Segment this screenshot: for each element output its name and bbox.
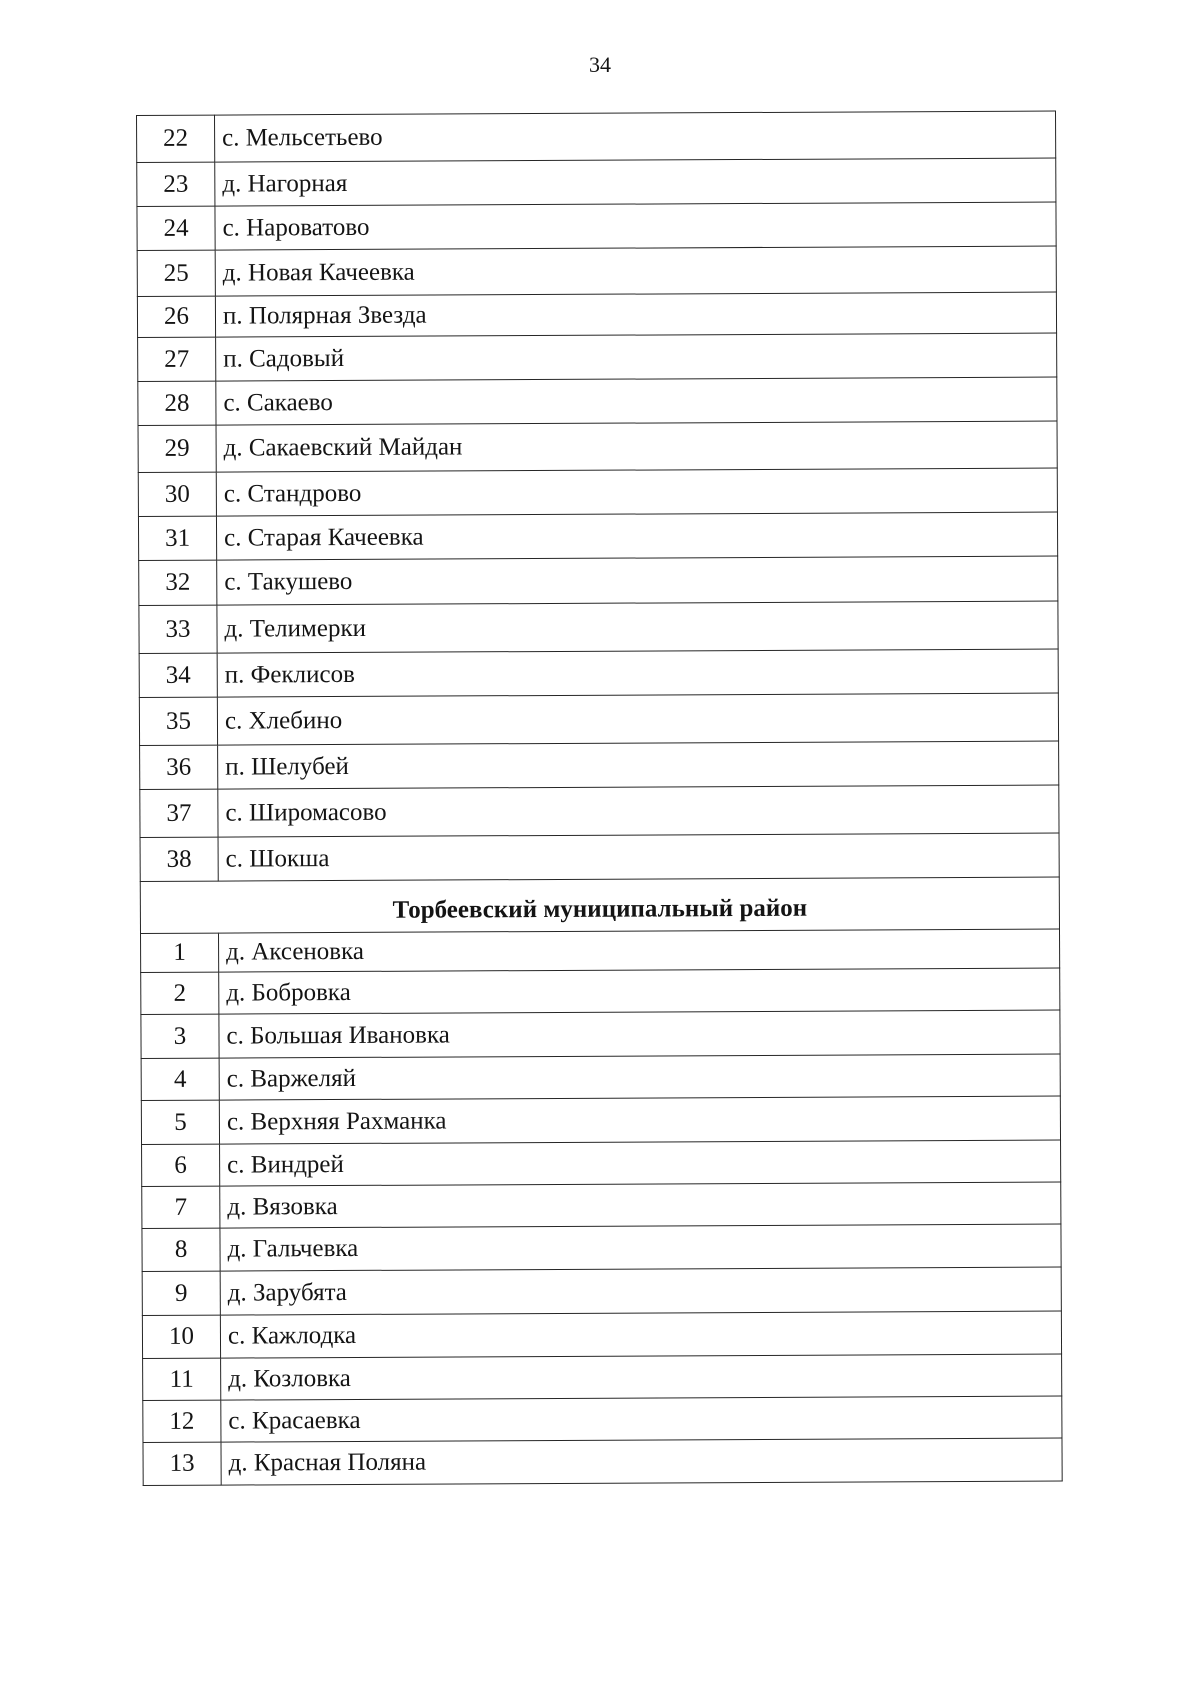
settlement-name: с. Большая Ивановка — [219, 1010, 1060, 1058]
row-number: 7 — [142, 1186, 220, 1228]
settlement-name: д. Сакаевский Майдан — [216, 421, 1057, 472]
table-row — [140, 833, 1059, 881]
table-row — [140, 741, 1059, 789]
settlements-table — [136, 111, 1063, 1486]
table-row — [142, 1311, 1061, 1358]
row-number: 3 — [141, 1014, 219, 1058]
settlement-name: п. Феклисов — [217, 649, 1058, 697]
table-row — [142, 1182, 1061, 1228]
row-number: 4 — [141, 1058, 219, 1100]
row-number: 10 — [142, 1315, 220, 1358]
table-row — [143, 1396, 1062, 1442]
settlement-name: с. Варжеляй — [219, 1054, 1060, 1100]
table-row — [137, 111, 1056, 162]
row-number: 6 — [142, 1144, 220, 1186]
row-number: 38 — [140, 837, 218, 881]
table-row — [138, 468, 1057, 516]
settlement-name: с. Широмасово — [218, 785, 1059, 837]
row-number: 13 — [143, 1442, 221, 1485]
settlement-name: д. Вязовка — [220, 1182, 1061, 1228]
settlement-name: с. Шокша — [218, 833, 1059, 881]
table-row — [137, 246, 1056, 296]
row-number: 9 — [142, 1271, 220, 1315]
row-number: 12 — [143, 1400, 221, 1442]
row-number: 11 — [143, 1358, 221, 1400]
row-number: 2 — [141, 972, 219, 1014]
table-row — [138, 333, 1057, 381]
row-number: 29 — [138, 425, 216, 472]
row-number: 26 — [137, 296, 215, 337]
settlement-name: п. Полярная Звезда — [215, 292, 1056, 337]
settlement-name: д. Аксеновка — [218, 929, 1059, 972]
table-row — [141, 1054, 1060, 1100]
row-number: 28 — [138, 381, 216, 425]
row-number: 22 — [137, 115, 215, 162]
row-number: 27 — [138, 337, 216, 381]
table-row — [140, 929, 1059, 972]
settlement-name: п. Садовый — [216, 333, 1057, 381]
row-number: 1 — [140, 933, 218, 972]
table-row — [137, 202, 1056, 250]
settlement-name: с. Такушево — [217, 556, 1058, 605]
settlement-name: д. Телимерки — [217, 601, 1058, 653]
table-row — [137, 158, 1056, 206]
row-number: 23 — [137, 162, 215, 206]
row-number: 32 — [139, 560, 217, 605]
row-number: 8 — [142, 1228, 220, 1271]
row-number: 35 — [139, 697, 217, 745]
row-number: 25 — [137, 250, 215, 296]
row-number: 31 — [138, 516, 216, 560]
table-row — [141, 1010, 1060, 1058]
row-number: 34 — [139, 653, 217, 697]
table-row — [137, 292, 1056, 337]
settlement-name: с. Нароватово — [215, 202, 1056, 250]
settlement-name: с. Верхняя Рахманка — [219, 1096, 1060, 1144]
section-header-row — [140, 877, 1059, 933]
table-row — [142, 1224, 1061, 1271]
table-row — [143, 1354, 1062, 1400]
settlement-name: д. Нагорная — [215, 158, 1056, 206]
settlement-name: п. Шелубей — [218, 741, 1059, 789]
table-row — [139, 601, 1058, 653]
settlement-name: с. Стандрово — [216, 468, 1057, 516]
row-number: 24 — [137, 206, 215, 250]
settlement-name: д. Гальчевка — [220, 1224, 1061, 1271]
table-row — [138, 421, 1057, 472]
table-row — [139, 693, 1058, 745]
settlement-name: с. Старая Качеевка — [216, 512, 1057, 560]
settlement-name: с. Мельсетьево — [215, 111, 1056, 162]
table-row — [138, 512, 1057, 560]
table-row — [138, 377, 1057, 425]
table-row — [142, 1267, 1061, 1315]
table-row — [143, 1438, 1062, 1485]
row-number: 33 — [139, 605, 217, 653]
table-row — [140, 785, 1059, 837]
settlement-name: с. Сакаево — [216, 377, 1057, 425]
table-row — [141, 968, 1060, 1014]
settlement-name: д. Новая Качеевка — [215, 246, 1056, 296]
row-number: 36 — [140, 745, 218, 789]
table-row — [139, 556, 1058, 605]
table-row — [142, 1140, 1061, 1186]
row-number: 37 — [140, 789, 218, 837]
settlement-name: д. Бобровка — [219, 968, 1060, 1014]
settlement-name: д. Зарубята — [220, 1267, 1061, 1315]
row-number: 30 — [138, 472, 216, 516]
page-number: 34 — [589, 52, 611, 77]
settlement-name: с. Хлебино — [217, 693, 1058, 745]
table-row — [139, 649, 1058, 697]
settlement-name: д. Красная Поляна — [221, 1438, 1062, 1485]
table-row — [141, 1096, 1060, 1144]
settlement-name: с. Виндрей — [220, 1140, 1061, 1186]
settlement-name: с. Красаевка — [221, 1396, 1062, 1442]
row-number: 5 — [141, 1100, 219, 1144]
settlement-name: д. Козловка — [221, 1354, 1062, 1400]
settlement-name: с. Кажлодка — [220, 1311, 1061, 1358]
section-title: Торбеевский муниципальный район — [140, 877, 1059, 933]
